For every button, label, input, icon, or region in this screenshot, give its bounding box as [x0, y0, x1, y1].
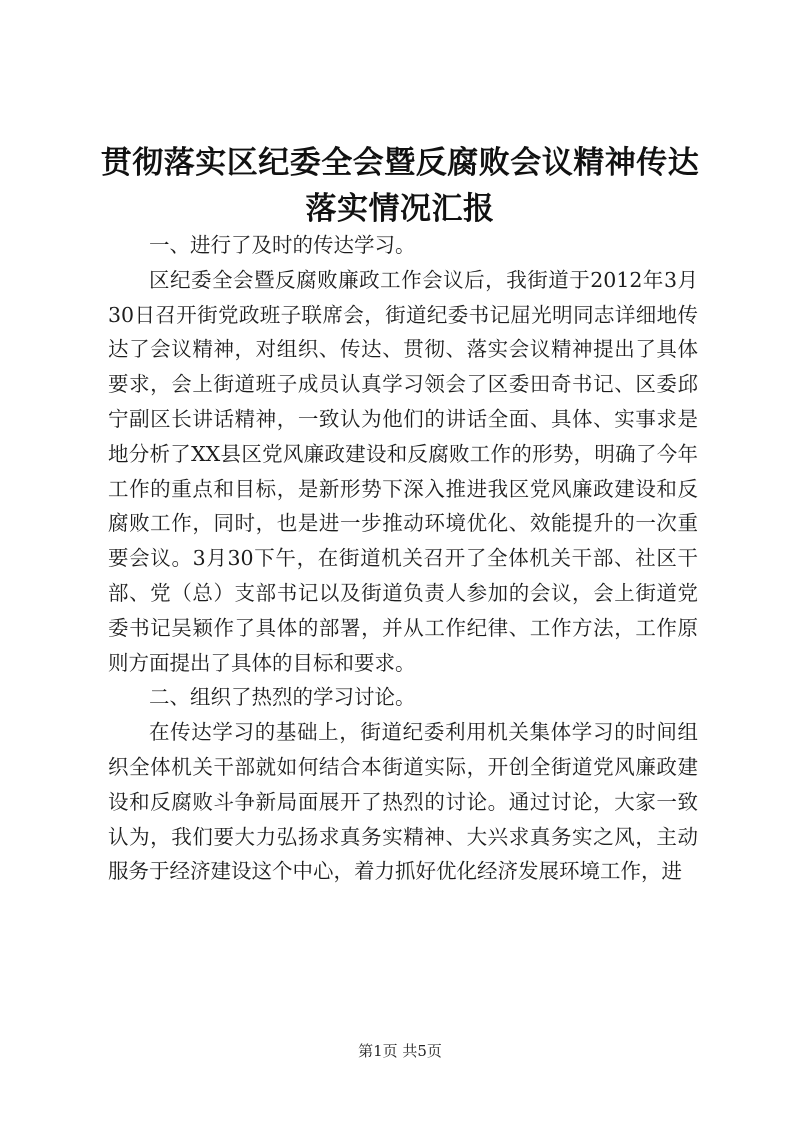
document-body: [108, 228, 698, 889]
section-heading-1: 一、进行了及时的传达学习。: [149, 233, 416, 257]
section-heading-2: 二、组织了热烈的学习讨论。: [149, 685, 416, 710]
page-number: 第1页 共5页: [358, 1042, 442, 1060]
paragraph-1: 区纪委全会暨反腐败廉政工作会议后，我街道于2012年3月30日召开街党政班子联席会，街道纪委书记屈光明同志详细地传达了会议精神，对组织、传达、贯彻、落实会议精神提出了具体要求，会上街道班子成员认真学习领会了区委田奇书记、区委邱宁副区长讲话精神，一致认为他们的讲话全面、具体、实事求是地分析了XX县区党风廉政建设和反腐败工作的形势，明确了今年工作的重点和目标，是新形势下深入推进我区党风廉政建设和反腐败工作，同时，也是进一步推动环境优化、效能提升的一次重要会议。3月30下午，在街道机关召开了全体机关干部、社区干部、党（总）支部书记以及街道负责人参加的会议，会上街道党委书记吴颖作了具体的部署，并从工作纪律、工作方法，工作原则方面提出了具体的目标和要求。: [108, 267, 698, 675]
document-title: 贯彻落实区纪委全会暨反腐败会议精神传达落实情况汇报: [100, 145, 700, 227]
paragraph-2: 在传达学习的基础上，街道纪委利用机关集体学习的时间组织全体机关干部就如何结合本街道实际，开创全街道党风廉政建设和反腐败斗争新局面展开了热烈的讨论。通过讨论，大家一致认为，我们要大力弘扬求真务实精神、大兴求真务实之风，主动服务于经济建设这个中心，着力抓好优化经济发展环境工作，进: [108, 720, 698, 884]
